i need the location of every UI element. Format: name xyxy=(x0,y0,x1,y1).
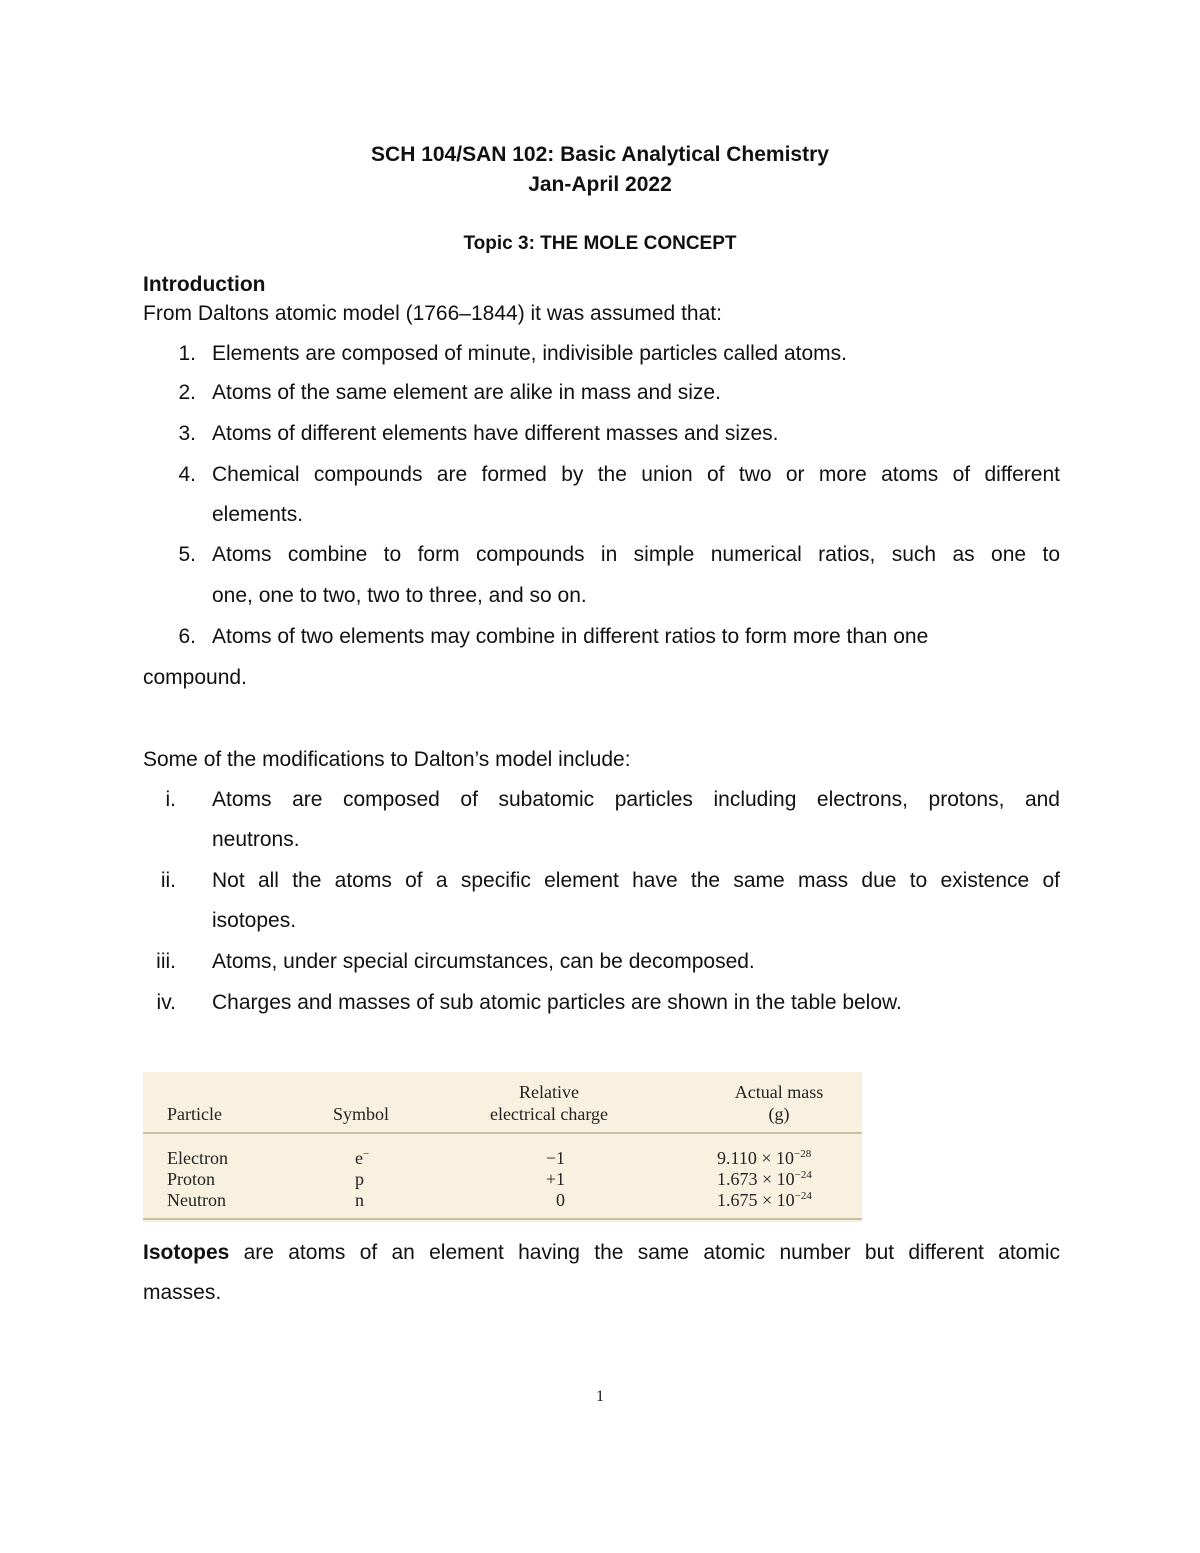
table-header-charge-line2: electrical charge xyxy=(489,1104,609,1124)
list-number: 2. xyxy=(178,381,196,404)
table-header-symbol: Symbol xyxy=(333,1104,390,1124)
list-item: Chemical compounds are formed by the union of two or more atoms of different xyxy=(212,463,1060,486)
table-header-mass-line2: (g) xyxy=(768,1104,790,1124)
table-cell-charge: 0 xyxy=(556,1190,565,1210)
table-cell-symbol: e− xyxy=(355,1148,370,1168)
page-number: 1 xyxy=(596,1388,604,1405)
list-number: 5. xyxy=(178,543,196,566)
intro-lead: From Daltons atomic model (1766–1844) it was assumed that: xyxy=(143,302,722,325)
list-number: 1. xyxy=(178,342,196,365)
list-number: iii. xyxy=(156,950,176,973)
modifications-lead: Some of the modifications to Dalton’s model include: xyxy=(143,748,631,771)
list-item: Elements are composed of minute, indivisible particles called atoms. xyxy=(212,342,847,365)
list-number: iv. xyxy=(156,991,176,1014)
course-title: SCH 104/SAN 102: Basic Analytical Chemistry xyxy=(371,143,829,166)
isotopes-definition: Isotopes are atoms of an element having the same atomic number but different atomic xyxy=(143,1241,1060,1264)
isotopes-definition-continuation: masses. xyxy=(143,1281,222,1304)
table-header-charge-line1: Relative xyxy=(519,1082,579,1102)
list-item: Atoms are composed of subatomic particles including electrons, protons, and xyxy=(212,788,1060,811)
list-item-continuation: isotopes. xyxy=(212,909,297,932)
table-header-mass-line1: Actual mass xyxy=(734,1082,824,1102)
list-item-continuation: elements. xyxy=(212,503,304,526)
list-item: Charges and masses of sub atomic particles are shown in the table below. xyxy=(212,991,902,1014)
list-number: ii. xyxy=(160,869,176,892)
list-item: Atoms of the same element are alike in mass and size. xyxy=(212,381,721,404)
table-cell-symbol: n xyxy=(355,1190,364,1210)
list-item: Atoms of different elements have different masses and sizes. xyxy=(212,422,779,445)
table-cell-particle: Electron xyxy=(167,1148,228,1168)
list-item-continuation: one, one to two, two to three, and so on. xyxy=(212,584,587,607)
list-item: Atoms, under special circumstances, can be decomposed. xyxy=(212,950,755,973)
table-cell-charge: +1 xyxy=(545,1169,565,1189)
section-heading: Introduction xyxy=(143,273,266,296)
list-item-continuation: compound. xyxy=(143,666,247,689)
list-item: Not all the atoms of a specific element have the same mass due to existence of xyxy=(212,869,1060,892)
isotopes-term: Isotopes xyxy=(143,1241,230,1264)
table-cell-mass: $1.675 \times 10^{-24}$ xyxy=(717,1190,812,1210)
term-subtitle: Jan-April 2022 xyxy=(528,173,672,196)
list-number: 4. xyxy=(178,463,196,486)
table-cell-mass: $1.673 \times 10^{-24}$ xyxy=(717,1169,812,1189)
list-number: 6. xyxy=(178,625,196,648)
table-cell-particle: Proton xyxy=(167,1169,216,1189)
table-rule xyxy=(143,1132,862,1134)
topic-title: Topic 3: THE MOLE CONCEPT xyxy=(463,233,737,254)
list-number: 3. xyxy=(178,422,196,445)
table-cell-particle: Neutron xyxy=(167,1190,226,1210)
list-number: i. xyxy=(165,788,176,811)
table-cell-charge: −1 xyxy=(545,1148,565,1168)
list-item-continuation: neutrons. xyxy=(212,828,300,851)
particle-table xyxy=(143,1072,862,1222)
table-cell-mass: $9.110 \times 10^{-28}$ xyxy=(717,1148,812,1168)
table-cell-symbol: p xyxy=(355,1169,364,1189)
table-rule xyxy=(143,1218,862,1220)
table-header-particle: Particle xyxy=(167,1104,222,1124)
list-item: Atoms combine to form compounds in simple numerical ratios, such as one to xyxy=(212,543,1060,566)
list-item: Atoms of two elements may combine in different ratios to form more than one xyxy=(212,625,929,648)
